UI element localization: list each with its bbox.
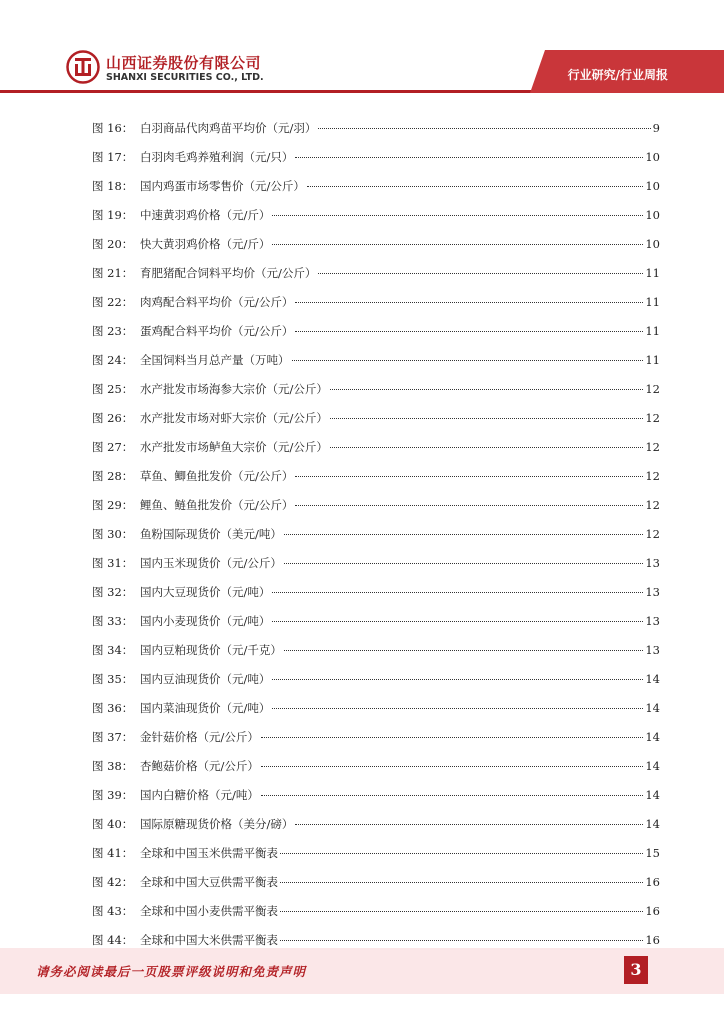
toc-figure-title: 全球和中国玉米供需平衡表 <box>140 846 278 860</box>
toc-row[interactable] <box>92 462 660 491</box>
toc-page-number: 12 <box>645 382 660 396</box>
toc-row[interactable] <box>92 230 660 259</box>
toc-dot-leader <box>284 650 643 651</box>
toc-figure-number: 图 26： <box>92 411 134 425</box>
toc-figure-title: 中速黄羽鸡价格（元/斤） <box>140 208 271 222</box>
toc-page-number: 13 <box>645 614 660 628</box>
toc-figure-title: 国内豆油现货价（元/吨） <box>140 672 271 686</box>
toc-dot-leader <box>261 737 643 738</box>
toc-row[interactable] <box>92 723 660 752</box>
toc-figure-number: 图 17： <box>92 150 134 164</box>
toc-dot-leader <box>261 795 643 796</box>
toc-dot-leader <box>295 505 643 506</box>
toc-figure-number: 图 41： <box>92 846 134 860</box>
page-number: 3 <box>624 956 648 984</box>
toc-dot-leader <box>284 563 643 564</box>
toc-dot-leader <box>295 476 643 477</box>
toc-figure-number: 图 16： <box>92 121 134 135</box>
company-name-en: SHANXI SECURITIES CO., LTD. <box>106 72 264 83</box>
toc-page-number: 11 <box>645 266 660 280</box>
disclaimer-text: 请务必阅读最后一页股票评级说明和免责声明 <box>36 964 307 979</box>
toc-figure-title: 国内大豆现货价（元/吨） <box>140 585 271 599</box>
toc-row[interactable] <box>92 172 660 201</box>
toc-dot-leader <box>261 766 643 767</box>
toc-dot-leader <box>292 360 644 361</box>
toc-row[interactable] <box>92 491 660 520</box>
toc-figure-number: 图 23： <box>92 324 134 338</box>
toc-row[interactable] <box>92 143 660 172</box>
toc-row[interactable] <box>92 897 660 926</box>
toc-figure-title: 国内鸡蛋市场零售价（元/公斤） <box>140 179 305 193</box>
toc-row[interactable] <box>92 781 660 810</box>
toc-dot-leader <box>284 534 643 535</box>
toc-figure-title: 水产批发市场鲈鱼大宗价（元/公斤） <box>140 440 328 454</box>
toc-dot-leader <box>295 331 643 332</box>
toc-figure-title: 快大黄羽鸡价格（元/斤） <box>140 237 271 251</box>
toc-figure-number: 图 42： <box>92 875 134 889</box>
toc-figure-number: 图 19： <box>92 208 134 222</box>
toc-figure-number: 图 30： <box>92 527 134 541</box>
toc-dot-leader <box>280 911 643 912</box>
shanxi-securities-logo-icon <box>66 50 100 84</box>
toc-figure-title: 肉鸡配合料平均价（元/公斤） <box>140 295 294 309</box>
toc-figure-title: 白羽肉毛鸡养殖利润（元/只） <box>140 150 294 164</box>
toc-figure-number: 图 38： <box>92 759 134 773</box>
toc-page-number: 11 <box>645 295 660 309</box>
toc-dot-leader <box>318 273 643 274</box>
page-footer <box>0 948 724 994</box>
toc-row[interactable] <box>92 607 660 636</box>
toc-page-number: 13 <box>645 643 660 657</box>
toc-page-number: 12 <box>645 469 660 483</box>
toc-dot-leader <box>295 302 643 303</box>
toc-page-number: 11 <box>645 353 660 367</box>
toc-row[interactable] <box>92 520 660 549</box>
toc-row[interactable] <box>92 317 660 346</box>
toc-figure-title: 白羽商品代肉鸡苗平均价（元/羽） <box>140 121 317 135</box>
toc-figure-title: 鱼粉国际现货价（美元/吨） <box>140 527 282 541</box>
toc-dot-leader <box>272 592 643 593</box>
toc-dot-leader <box>307 186 643 187</box>
toc-figure-number: 图 25： <box>92 382 134 396</box>
report-type-label: 行业研究/行业周报 <box>567 68 668 82</box>
toc-row[interactable] <box>92 636 660 665</box>
toc-figure-title: 水产批发市场对虾大宗价（元/公斤） <box>140 411 328 425</box>
toc-figure-title: 全国饲料当月总产量（万吨） <box>140 353 290 367</box>
toc-page-number: 14 <box>645 672 660 686</box>
toc-figure-title: 国内小麦现货价（元/吨） <box>140 614 271 628</box>
toc-row[interactable] <box>92 259 660 288</box>
toc-page-number: 14 <box>645 730 660 744</box>
toc-dot-leader <box>280 853 643 854</box>
toc-page-number: 15 <box>645 846 660 860</box>
toc-figure-title: 全球和中国大米供需平衡表 <box>140 933 278 947</box>
toc-dot-leader <box>330 447 643 448</box>
toc-figure-number: 图 34： <box>92 643 134 657</box>
toc-dot-leader <box>272 679 643 680</box>
toc-page-number: 10 <box>645 237 660 251</box>
toc-figure-number: 图 36： <box>92 701 134 715</box>
toc-dot-leader <box>272 708 643 709</box>
toc-page-number: 10 <box>645 150 660 164</box>
toc-page-number: 16 <box>645 904 660 918</box>
toc-dot-leader <box>272 244 643 245</box>
toc-page-number: 10 <box>645 208 660 222</box>
toc-dot-leader <box>272 621 643 622</box>
toc-row[interactable] <box>92 375 660 404</box>
toc-page-number: 16 <box>645 875 660 889</box>
toc-figure-number: 图 29： <box>92 498 134 512</box>
toc-figure-number: 图 43： <box>92 904 134 918</box>
toc-figure-title: 国内豆粕现货价（元/千克） <box>140 643 282 657</box>
toc-figure-number: 图 35： <box>92 672 134 686</box>
toc-page-number: 13 <box>645 585 660 599</box>
toc-figure-title: 金针菇价格（元/公斤） <box>140 730 259 744</box>
toc-figure-number: 图 27： <box>92 440 134 454</box>
toc-dot-leader <box>295 157 643 158</box>
toc-page-number: 11 <box>645 324 660 338</box>
page-header <box>0 0 724 110</box>
toc-figure-title: 国内菜油现货价（元/吨） <box>140 701 271 715</box>
toc-row[interactable] <box>92 346 660 375</box>
toc-row[interactable] <box>92 810 660 839</box>
toc-page-number: 16 <box>645 933 660 947</box>
toc-page-number: 10 <box>645 179 660 193</box>
toc-dot-leader <box>272 215 643 216</box>
toc-page-number: 14 <box>645 701 660 715</box>
toc-figure-number: 图 28： <box>92 469 134 483</box>
toc-page-number: 12 <box>645 411 660 425</box>
toc-row[interactable] <box>92 549 660 578</box>
toc-figure-number: 图 33： <box>92 614 134 628</box>
toc-figure-number: 图 37： <box>92 730 134 744</box>
toc-figure-title: 育肥猪配合饲料平均价（元/公斤） <box>140 266 317 280</box>
toc-dot-leader <box>330 389 643 390</box>
company-name-cn: 山西证券股份有限公司 <box>106 54 262 72</box>
toc-figure-title: 国内玉米现货价（元/公斤） <box>140 556 282 570</box>
figure-table-of-contents <box>92 114 660 955</box>
toc-page-number: 14 <box>645 817 660 831</box>
toc-figure-title: 国内白糖价格（元/吨） <box>140 788 259 802</box>
toc-figure-title: 蛋鸡配合料平均价（元/公斤） <box>140 324 294 338</box>
toc-row[interactable] <box>92 752 660 781</box>
toc-figure-title: 国际原糖现货价格（美分/磅） <box>140 817 294 831</box>
toc-row[interactable] <box>92 839 660 868</box>
toc-figure-number: 图 39： <box>92 788 134 802</box>
toc-row[interactable] <box>92 404 660 433</box>
toc-row[interactable] <box>92 288 660 317</box>
toc-figure-number: 图 24： <box>92 353 134 367</box>
toc-figure-number: 图 44： <box>92 933 134 947</box>
toc-figure-number: 图 31： <box>92 556 134 570</box>
toc-page-number: 12 <box>645 498 660 512</box>
toc-page-number: 13 <box>645 556 660 570</box>
toc-row[interactable] <box>92 578 660 607</box>
toc-row[interactable] <box>92 694 660 723</box>
toc-dot-leader <box>295 824 643 825</box>
toc-figure-number: 图 22： <box>92 295 134 309</box>
toc-row[interactable] <box>92 201 660 230</box>
toc-page-number: 12 <box>645 527 660 541</box>
toc-figure-number: 图 20： <box>92 237 134 251</box>
toc-figure-title: 草鱼、鲫鱼批发价（元/公斤） <box>140 469 294 483</box>
toc-page-number: 9 <box>652 121 660 135</box>
toc-page-number: 12 <box>645 440 660 454</box>
toc-figure-title: 全球和中国小麦供需平衡表 <box>140 904 278 918</box>
toc-row[interactable] <box>92 665 660 694</box>
toc-page-number: 14 <box>645 788 660 802</box>
toc-figure-number: 图 18： <box>92 179 134 193</box>
toc-row[interactable] <box>92 114 660 143</box>
toc-dot-leader <box>280 882 643 883</box>
toc-dot-leader <box>318 128 650 129</box>
toc-row[interactable] <box>92 433 660 462</box>
toc-dot-leader <box>280 940 643 941</box>
toc-figure-title: 杏鲍菇价格（元/公斤） <box>140 759 259 773</box>
toc-figure-number: 图 40： <box>92 817 134 831</box>
toc-figure-title: 全球和中国大豆供需平衡表 <box>140 875 278 889</box>
toc-figure-number: 图 32： <box>92 585 134 599</box>
toc-page-number: 14 <box>645 759 660 773</box>
toc-figure-number: 图 21： <box>92 266 134 280</box>
toc-figure-title: 水产批发市场海参大宗价（元/公斤） <box>140 382 328 396</box>
toc-row[interactable] <box>92 868 660 897</box>
toc-figure-title: 鲤鱼、鲢鱼批发价（元/公斤） <box>140 498 294 512</box>
toc-dot-leader <box>330 418 643 419</box>
